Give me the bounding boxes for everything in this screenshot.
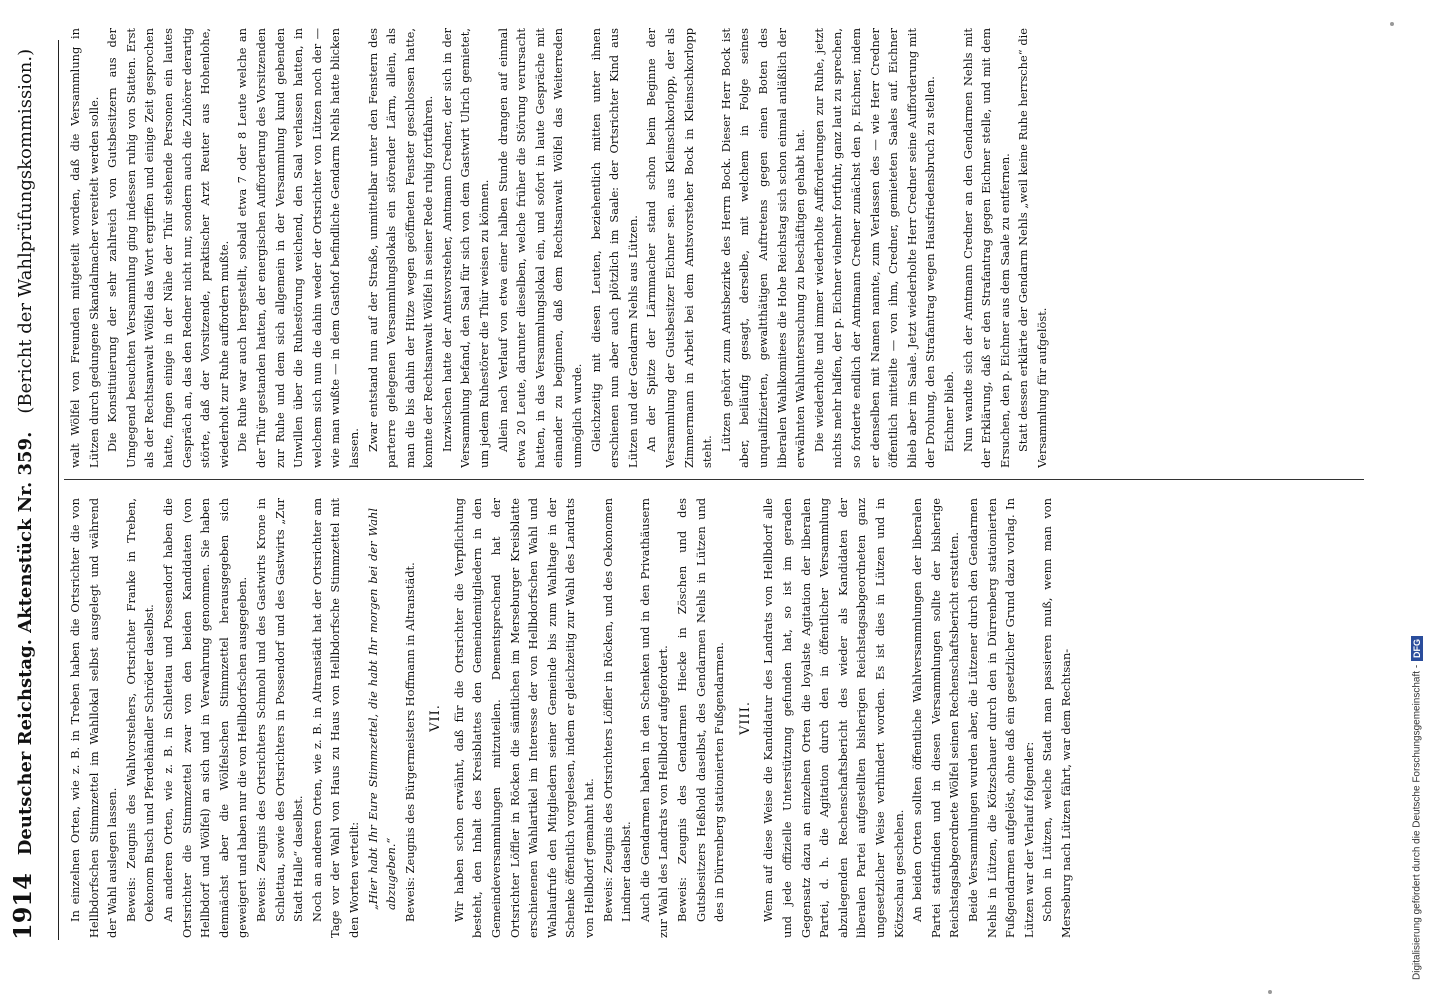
left-column xyxy=(66,498,1366,938)
scan-speck xyxy=(1268,990,1272,994)
section-heading: VII. xyxy=(428,704,444,732)
quote-paragraph: „Hier habt Ihr Eure Stimmzettel, die habt Ihr morgen bei der Wahl abzugeben.“ xyxy=(365,508,399,910)
body-paragraph: Die Konstituierung der sehr zahlreich von Gutsbesitzern aus der Umgegend besuchten Versammlung ging indessen ruhig von Statten. Erst als der Rechtsanwalt Wölfel das Wort ergriffen und einige Zeit gesprochen hatte, fingen einige in der Nähe der Thür stehende Personen ein lautes Gespräch an, das den Redner nicht nur, sondern auch die Zuhörer derartig störte, daß der Vorsitzende, praktischer Arzt Reuter aus Hohenlohe, wiederholt zur Ruhe auffordern mußte. xyxy=(105,28,231,468)
continued-paragraph: walt Wölfel von Freunden mitgeteilt worden, daß die Versammlung in Lützen durch gedungene Skandalmacher vereitelt werden solle. xyxy=(68,28,101,468)
column-divider xyxy=(64,479,1364,480)
right-column xyxy=(66,28,1366,468)
scan-speck xyxy=(1390,22,1394,26)
body-paragraph: Eichner blieb. xyxy=(941,370,956,452)
header-rule xyxy=(58,40,59,940)
body-paragraph: Gleichzeitig mit diesen Leuten, beziehentlich mitten unter ihnen erschienen nun aber auch plötzlich im Saale: der Ortsrichter Kind aus Lützen und der Gendarm Nehls aus Lützen. xyxy=(588,28,640,468)
body-paragraph: An beiden Orten sollten öffentliche Wahlversammlungen der liberalen Partei stattfinden und in diesen Versammlungen sollte der bisherige Reichstagsabgeordnete Wölfel seinen Rechenschaftsbericht erstatten. xyxy=(910,498,962,938)
body-paragraph: Die Ruhe war auch hergestellt, sobald etwa 7 oder 8 Leute welche an der Thür gestanden hatten, der energischen Aufforderung des Vorsitzenden zur Ruhe und dem sich allgemein in der Versammlung kund gebenden Unwillen über die Ruhestörung weichend, den Saal verlassen hatten, in welchem sich nun die dahin weder der Ortsrichter von Lützen noch der — wie man wußte — in dem Gasthof befindliche Gendarm Nehls hatte blicken lassen. xyxy=(235,28,361,468)
evidence-paragraph: Beweis: Zeugnis des Ortsrichters Löffler in Röcken, und des Oekonomen Lindner daselbst. xyxy=(600,498,634,922)
body-paragraph: Inzwischen hatte der Amtsvorsteher, Amtmann Credner, der sich in der Versammlung befand, den Saal für sich von dem Gastwirt Ulrich gemietet, um jedem Ruhestörer die Thür weisen zu können. xyxy=(439,28,492,468)
body-paragraph: Noch an anderen Orten, wie z. B. in Altranstädt hat der Ortsrichter am Tage vor der Wahl von Haus zu Haus von Hellbdorfsche Stimmzettel mit den Worten verteilt: xyxy=(309,498,361,938)
section-heading: VIII. xyxy=(737,701,753,735)
digitization-footer xyxy=(1406,20,1428,980)
body-paragraph: Nun wandte sich der Amtmann Credner an den Gendarmen Nehls mit der Erklärung, daß er den Strafantrag gegen Eichner stelle, und mit dem Ersuchen, den p. Eichner aus dem Saale zu entfernen. xyxy=(960,28,1012,468)
body-paragraph: An anderen Orten, wie z. B. in Schlettau und Possendorf haben die Ortsrichter die Stimmzettel zwar von den beiden Kandidaten (von Hellbdorf und Wölfel) an sich und in Verwahrung genommen. Sie haben demnächst aber die Wölfelschen Stimmzettel herausgegeben sich geweigert und haben nur die von Hellbdorfschen ausgegeben. xyxy=(160,498,250,938)
body-paragraph: Wenn auf diese Weise die Kandidatur des Landrats von Hellbdorf alle und jede offizielle Unterstützung gefunden hat, so ist im geraden Gegensatz dazu an einzelnen Orten die loyalste Agitation der liberalen Partei, d. h. die Agitation durch den in öffentlicher Versammlung abzulegenden Rechenschaftsbericht des wieder als Kandidaten der liberalen Partei aufgestellten bisherigen Reichstagsabgeordneten ganz ungesetzlicher Weise verhindert worden. Es ist dies in Lützen und in Kötzschau geschehen. xyxy=(761,498,906,938)
body-paragraph: Statt dessen erklärte der Gendarm Nehls „weil keine Ruhe herrsche“ die Versammlung für aufgelöst. xyxy=(1016,28,1049,468)
footer-text: Digitalisierung gefördert durch die Deutsche Forschungsgemeinschaft - xyxy=(1411,664,1423,980)
evidence-paragraph: Beweis: Zeugnis des Bürgermeisters Hoffmann in Altranstädt. xyxy=(402,562,417,922)
body-paragraph: Wir haben schon erwähnt, daß für die Ortsrichter die Verpflichtung besteht, den Inhalt des Kreisblattes den Gemeindemitgliedern in den Gemeindeversammlungen mitzuteilen. Dementsprechend hat der Ortsrichter Löffler in Röcken die sämtlichen im Merseburger Kreisblatte erschienenen Wahlartikel im Interesse der von Hellbdorfschen Wahl und Wahlaufrufe den Mitgliedern seiner Gemeinde bis zum Wahltage in der Schenke öffentlich vorgelesen, indem er gleichzeitig zur Wahl des Landrats von Hellbdorf gemahnt hat. xyxy=(451,498,597,938)
body-paragraph: Beide Versammlungen wurden aber, die Lützener durch den Gendarmen Nehls in Lützen, die Kötzschauer durch den in Dürrenberg stationierten Fußgendarmen aufgelöst, ohne daß ein gesetzlicher Grund dazu vorlag. In Lützen war der Verlauf folgender: xyxy=(965,498,1036,938)
body-paragraph: Allein nach Verlauf von etwa einer halben Stunde drangen auf einmal etwa 20 Leute, darunter dieselben, welche früher die Störung verursacht hatten, in das Versammlungslokal ein, und sofort in laute Gespräche mit einander zu beginnen, daß dem Rechtsanwalt Wölfel das Weiterreden unmöglich wurde. xyxy=(495,28,585,468)
body-paragraph: Zwar entstand nun auf der Straße, unmittelbar unter den Fenstern des parterre gelegenen Versammlungslokals ein störender Lärm, allein, als man die bis dahin der Hitze wegen geöffneten Fenster geschlossen hatte, konnte der Rechtsanwalt Wölfel in seiner Rede ruhig fortfahren. xyxy=(365,28,436,468)
body-paragraph: An der Spitze der Lärmmacher stand schon beim Beginne der Versammlung der Gutsbesitzer Eichner sen. aus Kleinschkorlopp, der als Zimmermann in Arbeit bei dem Amtsvorsteher Bock in Kleinschkorlopp steht. xyxy=(644,28,715,468)
body-paragraph: Auch die Gendarmen haben in den Schenken und in den Privathäusern zur Wahl des Landrats von Hellbdorf aufgefordert. xyxy=(637,498,671,938)
evidence-paragraph: Beweis: Zeugnis des Gendarmen Hiecke in Zöschen und des Gutsbesitzers Heßhold daselbst, des Gendarmen Nehls in Lützen und des in Dürrenberg stationierten Fußgendarmen. xyxy=(675,498,727,922)
dfg-logo: DFG xyxy=(1411,636,1423,661)
evidence-paragraph: Beweis: Zeugnis des Wahlvorstehers, Ortsrichter Franke in Treben, Oekonom Busch und Pferdehändler Schröder daselbst. xyxy=(123,498,157,922)
page-header xyxy=(8,40,60,940)
body-paragraph: Die wiederholte und immer wiederholte Aufforderungen zur Ruhe, jetzt nichts mehr halfen, der p. Eichner vielmehr fortfuhr, ganz laut zu sprechen, so forderte endlich der Amtmann Credner zunächst den p. Eichner, indem er denselben mit Namen nannte, zum Verlassen des — wie Herr Credner öffentlich mitteilte — von ihm, Credner, gemieteten Saales auf. Eichner blieb aber im Saale. Jetzt wiederholte Herr Credner seine Aufforderung mit der Drohung, den Strafantrag wegen Hausfriedensbruch zu stellen. xyxy=(811,28,938,468)
header-title: Deutscher Reichstag. Aktenstück Nr. 359. xyxy=(15,431,36,856)
evidence-paragraph: Beweis: Zeugnis des Ortsrichters Schmohl und des Gastwirts Krone in Schlettau, sowie des Ortsrichters in Possendorf und des Gastwirts „Zur Stadt Halle“ daselbst. xyxy=(253,498,306,922)
body-paragraph: Schon in Lützen, welche Stadt man passieren muß, wenn man von Merseburg nach Lützen fährt, war dem Rechtsan- xyxy=(1040,498,1073,938)
header-year: 1914 xyxy=(8,873,37,940)
body-paragraph: In einzelnen Orten, wie z. B. in Treben haben die Ortsrichter die von Hellbdorfschen Stimmzettel im Wahllokal selbst ausgelegt und während der Wahl auslegen lassen. xyxy=(68,498,120,938)
header-section: (Bericht der Wahlprüfungskommission.) xyxy=(15,48,36,414)
body-paragraph: Lützen gehört zum Amtsbezirke des Herrn Bock. Dieser Herr Bock ist aber, beiläufig gesagt, derselbe, mit welchem in Folge seines unqualifizierten, gewaltthätigen Auftretens gegen einen Boten des liberalen Wahlkomitees die Hohe Reichstag sich schon einmal anläßlich der erwähnten Wahluntersuchung zu beschäftigen gehabt hat. xyxy=(718,28,808,468)
